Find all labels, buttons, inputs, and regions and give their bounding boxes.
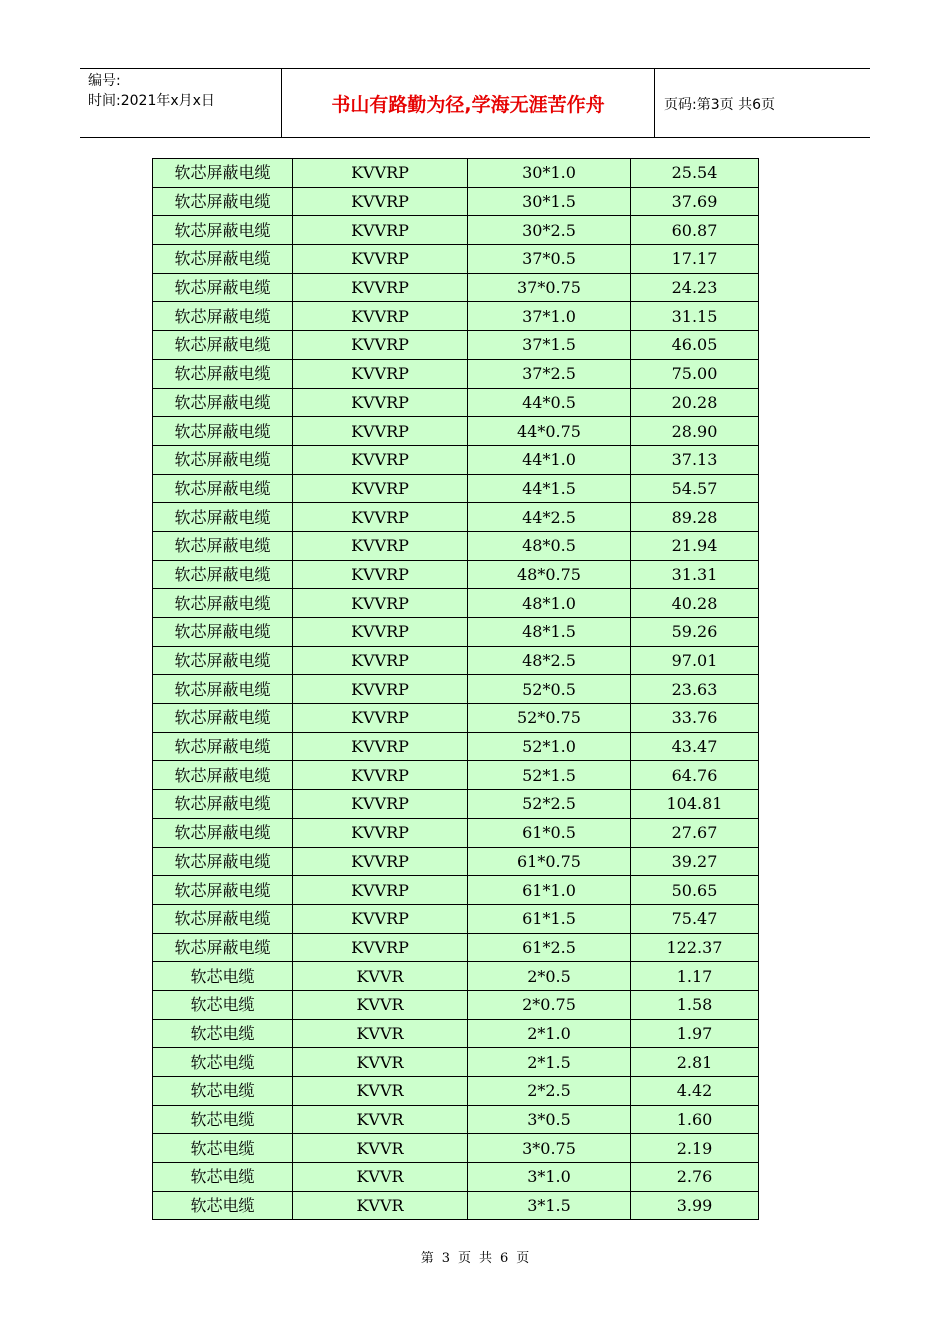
cable-name-cell: 软芯电缆 [153, 1105, 293, 1134]
table-row [153, 331, 759, 360]
cable-name-cell: 软芯屏蔽电缆 [153, 732, 293, 761]
number-label: 编号: [88, 73, 121, 89]
model-cell: KVVRP [293, 790, 468, 819]
spec-cell: 48*1.0 [468, 589, 631, 618]
price-cell: 31.15 [631, 302, 759, 331]
model-cell: KVVRP [293, 761, 468, 790]
model-cell: KVVRP [293, 704, 468, 733]
price-cell: 54.57 [631, 474, 759, 503]
table-row [153, 359, 759, 388]
spec-cell: 3*1.5 [468, 1191, 631, 1220]
price-cell: 17.17 [631, 245, 759, 274]
model-cell: KVVR [293, 1105, 468, 1134]
model-cell: KVVRP [293, 847, 468, 876]
spec-cell: 37*0.75 [468, 273, 631, 302]
price-cell: 59.26 [631, 618, 759, 647]
model-cell: KVVRP [293, 531, 468, 560]
table-row [153, 818, 759, 847]
model-cell: KVVRP [293, 560, 468, 589]
spec-cell: 52*0.75 [468, 704, 631, 733]
cable-name-cell: 软芯电缆 [153, 1163, 293, 1192]
table-row [153, 187, 759, 216]
model-cell: KVVRP [293, 159, 468, 188]
price-cell: 2.76 [631, 1163, 759, 1192]
model-cell: KVVRP [293, 933, 468, 962]
footer-total: 6 [500, 1251, 509, 1266]
cable-name-cell: 软芯屏蔽电缆 [153, 876, 293, 905]
price-cell: 40.28 [631, 589, 759, 618]
table-row [153, 1077, 759, 1106]
cable-name-cell: 软芯屏蔽电缆 [153, 359, 293, 388]
footer-page: 3 [441, 1251, 450, 1266]
price-cell: 43.47 [631, 732, 759, 761]
spec-cell: 37*0.5 [468, 245, 631, 274]
price-cell: 3.99 [631, 1191, 759, 1220]
table-row [153, 1134, 759, 1163]
model-cell: KVVR [293, 1134, 468, 1163]
header-info [80, 69, 282, 137]
cable-name-cell: 软芯屏蔽电缆 [153, 331, 293, 360]
spec-cell: 61*1.0 [468, 876, 631, 905]
spec-cell: 2*0.75 [468, 990, 631, 1019]
cable-name-cell: 软芯屏蔽电缆 [153, 187, 293, 216]
price-cell: 89.28 [631, 503, 759, 532]
table-row [153, 589, 759, 618]
cable-name-cell: 软芯屏蔽电缆 [153, 847, 293, 876]
spec-cell: 2*1.5 [468, 1048, 631, 1077]
price-cell: 27.67 [631, 818, 759, 847]
cable-name-cell: 软芯屏蔽电缆 [153, 302, 293, 331]
model-cell: KVVRP [293, 359, 468, 388]
spec-cell: 2*0.5 [468, 962, 631, 991]
spec-cell: 37*1.5 [468, 331, 631, 360]
cable-name-cell: 软芯电缆 [153, 1077, 293, 1106]
cable-name-cell: 软芯屏蔽电缆 [153, 761, 293, 790]
spec-cell: 48*2.5 [468, 646, 631, 675]
table-row [153, 445, 759, 474]
model-cell: KVVRP [293, 216, 468, 245]
cable-name-cell: 软芯屏蔽电缆 [153, 503, 293, 532]
model-cell: KVVR [293, 1163, 468, 1192]
cable-name-cell: 软芯屏蔽电缆 [153, 388, 293, 417]
model-cell: KVVRP [293, 273, 468, 302]
model-cell: KVVR [293, 962, 468, 991]
model-cell: KVVRP [293, 876, 468, 905]
table-row [153, 531, 759, 560]
spec-cell: 52*2.5 [468, 790, 631, 819]
cable-name-cell: 软芯屏蔽电缆 [153, 933, 293, 962]
model-cell: KVVRP [293, 904, 468, 933]
price-cell: 2.81 [631, 1048, 759, 1077]
table-row [153, 962, 759, 991]
table-row [153, 618, 759, 647]
price-cell: 37.13 [631, 445, 759, 474]
table-row [153, 790, 759, 819]
price-cell: 1.97 [631, 1019, 759, 1048]
table-row [153, 302, 759, 331]
cable-name-cell: 软芯屏蔽电缆 [153, 560, 293, 589]
table-row [153, 417, 759, 446]
cable-name-cell: 软芯屏蔽电缆 [153, 531, 293, 560]
model-cell: KVVRP [293, 187, 468, 216]
footer-text: 页 [516, 1251, 530, 1266]
price-cell: 25.54 [631, 159, 759, 188]
cable-name-cell: 软芯屏蔽电缆 [153, 245, 293, 274]
model-cell: KVVRP [293, 503, 468, 532]
cable-name-cell: 软芯电缆 [153, 1019, 293, 1048]
spec-cell: 44*1.5 [468, 474, 631, 503]
model-cell: KVVR [293, 1019, 468, 1048]
table-row [153, 1191, 759, 1220]
spec-cell: 48*0.75 [468, 560, 631, 589]
model-cell: KVVRP [293, 646, 468, 675]
footer-text: 第 [420, 1251, 434, 1266]
price-cell: 50.65 [631, 876, 759, 905]
spec-cell: 2*2.5 [468, 1077, 631, 1106]
cable-name-cell: 软芯电缆 [153, 962, 293, 991]
price-cell: 28.90 [631, 417, 759, 446]
cable-name-cell: 软芯屏蔽电缆 [153, 704, 293, 733]
price-cell: 64.76 [631, 761, 759, 790]
page-footer [0, 1247, 950, 1266]
cable-name-cell: 软芯屏蔽电缆 [153, 474, 293, 503]
price-cell: 1.58 [631, 990, 759, 1019]
table-row [153, 990, 759, 1019]
table-row [153, 704, 759, 733]
model-cell: KVVRP [293, 302, 468, 331]
table-row [153, 216, 759, 245]
spec-cell: 37*2.5 [468, 359, 631, 388]
price-cell: 97.01 [631, 646, 759, 675]
model-cell: KVVRP [293, 331, 468, 360]
model-cell: KVVRP [293, 589, 468, 618]
price-cell: 75.47 [631, 904, 759, 933]
model-cell: KVVR [293, 1077, 468, 1106]
spec-cell: 30*1.5 [468, 187, 631, 216]
spec-cell: 61*2.5 [468, 933, 631, 962]
cable-name-cell: 软芯电缆 [153, 1134, 293, 1163]
table-row [153, 1048, 759, 1077]
cable-name-cell: 软芯电缆 [153, 990, 293, 1019]
cable-name-cell: 软芯屏蔽电缆 [153, 589, 293, 618]
table-row [153, 1163, 759, 1192]
price-cell: 23.63 [631, 675, 759, 704]
spec-cell: 48*1.5 [468, 618, 631, 647]
time-label: 时间:2021年x月x日 [88, 93, 215, 109]
cable-name-cell: 软芯屏蔽电缆 [153, 790, 293, 819]
cable-name-cell: 软芯屏蔽电缆 [153, 646, 293, 675]
spec-cell: 52*1.0 [468, 732, 631, 761]
spec-cell: 48*0.5 [468, 531, 631, 560]
table-row [153, 474, 759, 503]
cable-price-table [152, 158, 759, 1220]
table-row [153, 503, 759, 532]
table-row [153, 933, 759, 962]
motto: 书山有路勤为径,学海无涯苦作舟 [282, 69, 655, 137]
model-cell: KVVR [293, 990, 468, 1019]
spec-cell: 61*1.5 [468, 904, 631, 933]
spec-cell: 30*1.0 [468, 159, 631, 188]
model-cell: KVVRP [293, 445, 468, 474]
price-cell: 39.27 [631, 847, 759, 876]
cable-name-cell: 软芯屏蔽电缆 [153, 417, 293, 446]
cable-name-cell: 软芯电缆 [153, 1048, 293, 1077]
price-cell: 31.31 [631, 560, 759, 589]
spec-cell: 52*0.5 [468, 675, 631, 704]
spec-cell: 3*1.0 [468, 1163, 631, 1192]
cable-name-cell: 软芯屏蔽电缆 [153, 216, 293, 245]
price-cell: 21.94 [631, 531, 759, 560]
spec-cell: 44*0.75 [468, 417, 631, 446]
price-cell: 24.23 [631, 273, 759, 302]
table-row [153, 388, 759, 417]
price-cell: 1.17 [631, 962, 759, 991]
spec-cell: 61*0.75 [468, 847, 631, 876]
spec-cell: 52*1.5 [468, 761, 631, 790]
table-row [153, 273, 759, 302]
price-cell: 20.28 [631, 388, 759, 417]
table-row [153, 560, 759, 589]
model-cell: KVVRP [293, 245, 468, 274]
price-cell: 104.81 [631, 790, 759, 819]
table-row [153, 159, 759, 188]
cable-name-cell: 软芯屏蔽电缆 [153, 904, 293, 933]
model-cell: KVVRP [293, 417, 468, 446]
spec-cell: 61*0.5 [468, 818, 631, 847]
table-row [153, 646, 759, 675]
table-row [153, 1105, 759, 1134]
price-cell: 122.37 [631, 933, 759, 962]
spec-cell: 44*2.5 [468, 503, 631, 532]
table-row [153, 1019, 759, 1048]
price-cell: 2.19 [631, 1134, 759, 1163]
model-cell: KVVR [293, 1048, 468, 1077]
model-cell: KVVRP [293, 675, 468, 704]
model-cell: KVVR [293, 1191, 468, 1220]
spec-cell: 2*1.0 [468, 1019, 631, 1048]
price-cell: 37.69 [631, 187, 759, 216]
cable-name-cell: 软芯屏蔽电缆 [153, 273, 293, 302]
table-row [153, 761, 759, 790]
table-row [153, 876, 759, 905]
footer-text: 共 [479, 1251, 493, 1266]
price-cell: 4.42 [631, 1077, 759, 1106]
page-code: 页码:第3页 共6页 [664, 97, 775, 113]
model-cell: KVVRP [293, 474, 468, 503]
table-row [153, 675, 759, 704]
table-row [153, 732, 759, 761]
page-header [80, 68, 870, 138]
spec-cell: 44*0.5 [468, 388, 631, 417]
spec-cell: 44*1.0 [468, 445, 631, 474]
spec-cell: 37*1.0 [468, 302, 631, 331]
cable-name-cell: 软芯屏蔽电缆 [153, 159, 293, 188]
spec-cell: 30*2.5 [468, 216, 631, 245]
price-cell: 33.76 [631, 704, 759, 733]
cable-name-cell: 软芯屏蔽电缆 [153, 445, 293, 474]
model-cell: KVVRP [293, 618, 468, 647]
model-cell: KVVRP [293, 388, 468, 417]
cable-name-cell: 软芯屏蔽电缆 [153, 618, 293, 647]
price-cell: 46.05 [631, 331, 759, 360]
price-cell: 60.87 [631, 216, 759, 245]
table-row [153, 245, 759, 274]
price-cell: 1.60 [631, 1105, 759, 1134]
model-cell: KVVRP [293, 732, 468, 761]
footer-text: 页 [457, 1251, 471, 1266]
table-row [153, 847, 759, 876]
cable-name-cell: 软芯屏蔽电缆 [153, 675, 293, 704]
spec-cell: 3*0.75 [468, 1134, 631, 1163]
cable-name-cell: 软芯电缆 [153, 1191, 293, 1220]
cable-name-cell: 软芯屏蔽电缆 [153, 818, 293, 847]
price-cell: 75.00 [631, 359, 759, 388]
model-cell: KVVRP [293, 818, 468, 847]
table-row [153, 904, 759, 933]
spec-cell: 3*0.5 [468, 1105, 631, 1134]
